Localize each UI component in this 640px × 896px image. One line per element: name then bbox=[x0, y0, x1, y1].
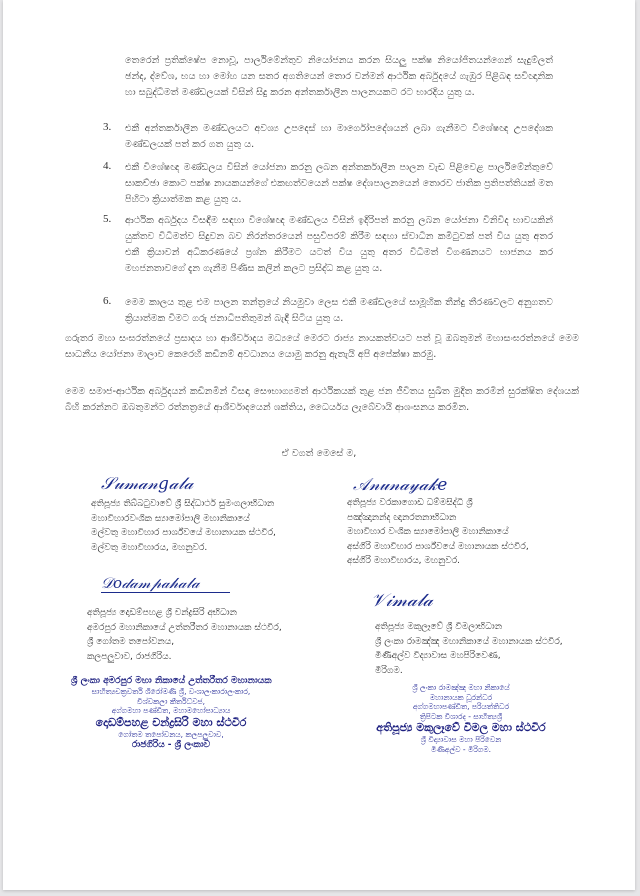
closing-line: ඒ වගත් මෙසේ ම, bbox=[281, 448, 357, 459]
paragraph-request bbox=[65, 331, 579, 363]
signatory-line: අතිපූජ්‍ය මකුලෑවේ ශ්‍රී විමලාභිධාන bbox=[375, 622, 503, 632]
list-item-6 bbox=[103, 295, 553, 327]
signatory-line: අතිපූජ්‍ය දොඩම්පහළ ශ්‍රී චන්ද්‍රසිරි අභිධාන bbox=[87, 608, 237, 618]
signatory-line: මීරිගම. bbox=[375, 665, 403, 676]
stamp-line: සාහිත්‍යචක්‍රවර්ති ශිරෝමණි ශ්‍රී, වංශාලංකාරාලංකාර, bbox=[91, 687, 251, 696]
signatory-line: මහාවිහාර වංශික ස්‍යාමෝපාලි මහානිකායේ bbox=[347, 527, 509, 537]
signatory-block-malwathu bbox=[91, 497, 276, 555]
handwritten-signature: 𝒱𝒾𝓂𝒶𝓁𝒶 bbox=[371, 590, 433, 611]
signatory-line: ශ්‍රී ලංකා රාමඤ්ඤ මහානිකායේ මහානායක ස්ථවිර, bbox=[375, 636, 563, 647]
signatory-line: ශ්‍රී ගෝතම තපෝවනය, bbox=[87, 637, 175, 647]
signatory-line: අස්ගිරි මහාවිහාර පාර්ශ්වයේ මහානායක ස්ථවිර, bbox=[347, 541, 529, 552]
paragraph-text: තෙරෙන් ප්‍රතික්ෂේප නොවූ, පාර්ලිමේන්තුව නියෝජනය කරන සියලු පක්ෂ නියෝජිතයන්ගෙන් සැදුම්ලත් ඡන්ද, ද්වේශ, භය හා මෝහ යන සතර අගතියෙන් තොර වන්මන් ආර්ථික අර්බුදයේ ගැඹුර පිළිබඳ සවිඥානික හා සබුද්ධිමත් මණ්ඩලයක් විසින් සිදු කරන අන්තර්කාලීන පාලනයකට රට භාරදිය යුතු ය. bbox=[125, 55, 553, 98]
stamp-line: අග්ගමහාපණ්ඩිත, පරියත්තිධර bbox=[412, 702, 510, 711]
handwritten-signature: 𝒜𝓃𝓊𝓃𝒶𝓎𝒶𝓀𝑒 bbox=[353, 475, 448, 495]
signatory-line: අතිපූජ්‍ය වරකාගොඩ ධම්මසිද්ධි ශ්‍රී bbox=[347, 498, 473, 508]
signatory-line: මිණිඅල්ව විද්‍යාවාස මහපිරිවෙණ, bbox=[375, 651, 501, 661]
signatory-block-ramanna bbox=[375, 620, 563, 678]
handwritten-signature: 𝒮𝓊𝓂𝒶𝓃𝑔𝒶𝓁𝒶 bbox=[101, 474, 194, 494]
item-text: එකී අන්තර්කාලීන මණ්ඩලයට අවශ්‍ය උපදෙස් හා මාර්ගෝපදේශයන් ලබා ගැනීමට විශේෂඥ උපදේශක මණ්ඩලයක් පත් කර ගත යුතු ය. bbox=[125, 123, 553, 150]
official-stamp-ramanna bbox=[361, 683, 561, 754]
item-text: එකී විශේෂඥ මණ්ඩලය විසින් යෝජනා කරනු ලබන අන්තර්කාලීන පාලන වැඩ පිළිවෙළ පාර්ලිමේන්තුවේ සාකච්ඡා කොට පක්ෂ නායකයන්ගේ එකඟත්වයෙන් පක්ෂ දේශපාලනයෙන් තොරව ජාතික ප්‍රතිපත්තියක් මත පිහිටා ක්‍රියාත්මක කළ යුතු ය. bbox=[125, 162, 553, 205]
stamp-line: මහානායක ධූරන්ධර bbox=[429, 692, 493, 702]
signatory-line: අතිපූජ්‍ය තිබ්බටුවාවේ ශ්‍රී සිද්ධාර්ථ සුමංගලාභිධාන bbox=[91, 499, 275, 509]
stamp-line: ගෝතම තපෝවනය, කලපලුවාව, bbox=[118, 729, 224, 739]
signatory-line: කලපලුවාව, රාජගිරිය. bbox=[87, 651, 172, 662]
paragraph-blessing bbox=[65, 384, 579, 416]
stamp-line: ත්‍රිපිටක විශාරද - සාහිත්‍යශ්‍රී bbox=[419, 711, 503, 721]
item-number: 3. bbox=[103, 121, 112, 133]
stamp-line: ශ්‍රී ලංකා අමරපුර මහා නිකායේ උත්තරීතර මහානායක bbox=[71, 676, 272, 686]
document-page bbox=[3, 0, 635, 890]
list-item-3 bbox=[103, 121, 553, 153]
stamp-line: විශ්වකලා කීර්තිධ්වජ, bbox=[137, 696, 205, 706]
list-item-5 bbox=[103, 213, 553, 277]
handwritten-signature: 𝒟𝑜𝒹𝒶𝓂𝓅𝒶𝒽𝒶𝓁𝒶 bbox=[101, 574, 230, 593]
paragraph-text: ගරුතර මහා සංඝරත්නයේ ප්‍රසාදය හා ආශීර්වාදය මධ්‍යයේ මෙරට රාජ්‍ය නායකත්වයට පත් වූ ඔබතුමන් මහාසංඝරත්නයේ මෙම සාධනීය යෝජනා මාලාව කෙරෙහි කඩිනම් අවධානය යොමු කරනු ඇතැයි අපි අපේක්ෂා කරමු. bbox=[65, 333, 579, 360]
stamp-line: රාජගිරිය - ශ්‍රී ලංකාව bbox=[131, 740, 211, 750]
item-text: ආර්ථික අර්බුදය විසඳීම සඳහා විශේෂඥ මණ්ඩලය විසින් ඉදිරිපත් කරනු ලබන යෝජනා විනිවිද භාවයකින් යුක්තව විධිමත්ව සිදුවන බව නිරන්තරයෙන් පසුවිපරම් කිරීම සඳහා ස්වාධීන කමිටුවක් පත් විය යුතු අතර එකී ක්‍රියාවන් අධිකරණයේ ප්‍රශ්න කිරීමට යටත් විය යුතු අතර විධිමත් විගණනයට භාජනය කර මහජනතාවගේ දැන ගැනීම පිණිස කලින් කලට ප්‍රසිද්ධ කළ යුතු ය. bbox=[125, 215, 553, 274]
stamp-line: ශ්‍රී විද්‍යාවාස මහා පිරිවෙන bbox=[420, 735, 502, 744]
signatory-line: මහාවිහාරවංශික ස්‍යාමෝපාලි මහානිකායේ bbox=[91, 513, 250, 524]
signatory-block-amarapura bbox=[87, 606, 282, 664]
intro-continuation bbox=[125, 53, 553, 101]
item-text: මෙම කාලය තුළ එම පාලන තන්ත්‍රයේ නියමුවා ලෙස එකී මණ්ඩලයේ සාමූහික තීන්දු තීරණවලට අනුගතව ක්‍රියාත්මක වීමට ගරු ජනාධිපතිතුමන් බැඳී සිටිය යුතු ය. bbox=[125, 297, 553, 324]
signatory-line: මල්වතු මහාවිහාර පාර්ශ්වයේ මහානායක ස්ථවිර, bbox=[91, 528, 276, 538]
item-number: 5. bbox=[103, 213, 112, 225]
list-item-4 bbox=[103, 160, 553, 208]
item-number: 6. bbox=[103, 295, 112, 307]
signatory-block-asgiri bbox=[347, 496, 529, 569]
stamp-line: දොඩම්පහළ චන්ද්‍රසිරි මහා ස්ථවිර bbox=[95, 715, 247, 729]
signatory-line: මල්වතු මහාවිහාරය, මහනුවර. bbox=[91, 542, 208, 553]
signatory-line: අමරපුර මහානිකායේ උත්තරීතර මහානායක ස්ථවිර, bbox=[87, 622, 282, 633]
stamp-line: අතිපූජ්‍ය මකුලෑවේ විමල මහා ස්ථවිර bbox=[376, 721, 546, 734]
official-stamp-amarapura bbox=[71, 675, 271, 751]
stamp-line: ශ්‍රී ලංකා රාමඤ්ඤ මහා නිකායේ bbox=[412, 683, 510, 692]
item-number: 4. bbox=[103, 160, 112, 172]
stamp-line: මිණිඅල්ව - මීරිගම. bbox=[430, 744, 492, 754]
paragraph-text: මෙම සමාජ-ආර්ථික අර්බුදයන් කඩිනමින් විසඳා සෞභාග්‍යමත් ආර්ථිකයක් තුළ ජන ජීවිතය සුඛිත මුදිත කරමින් සුරක්ෂිත දේශයක් බිහි කරන්නට ඔබතුමන්ට රත්නත්‍රයේ ආශීර්වාදයෙන් ශක්තිය, ධෛර්යය ලැබේවායි ආශංසනය කරමින. bbox=[65, 386, 579, 413]
signatory-line: පඤ්ඤානන්ද ඥානරතනාභිධාන bbox=[347, 512, 457, 523]
signatory-line: අස්ගිරි මහාවිහාරය, මහනුවර. bbox=[347, 556, 461, 566]
stamp-line: අග්ගමහා පණ්ඩිත, මහාමහෝපාධ්‍යාය bbox=[111, 706, 231, 715]
